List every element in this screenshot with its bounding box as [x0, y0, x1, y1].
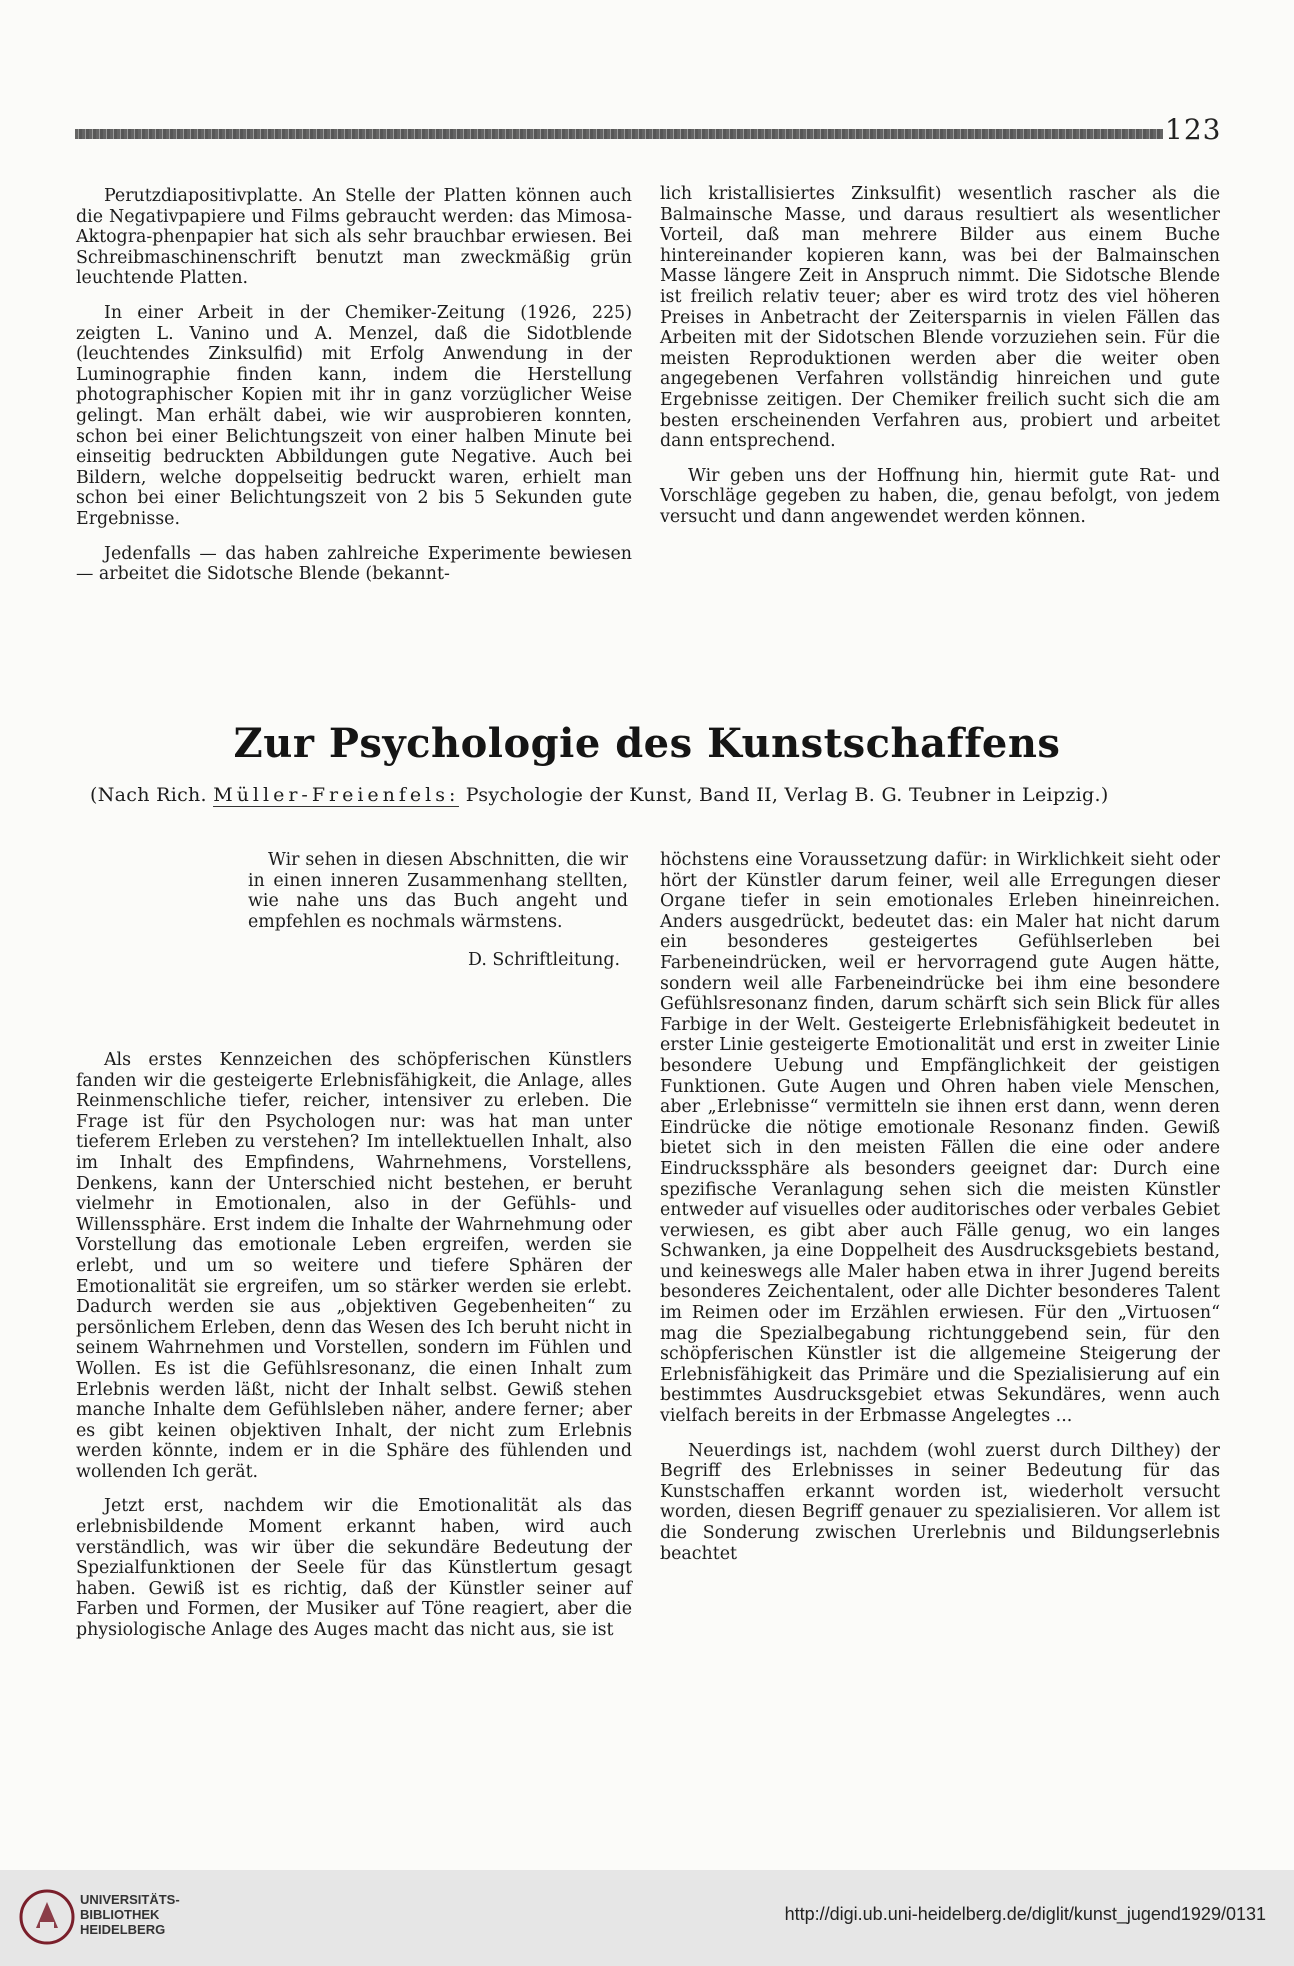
paragraph: Jetzt erst, nachdem wir die Emotionalität als das erlebnisbildende Moment erkannt haben, wird auch verständlich, was wir über die sekundäre Bedeutung der Spezialfunktionen der Seele für das Künstlertum gesagt haben. Gewiß ist es richtig, daß der Künstler seiner auf Farben und Formen, der Musiker auf Töne reagiert, aber die physiologische Anlage des Auges macht das nicht aus, sie ist	[76, 1496, 632, 1641]
paragraph: Neuerdings ist, nachdem (wohl zuerst durch Dilthey) der Begriff des Erlebnisses in seiner Bedeutung für das Kunstschaffen erkannt worden ist, wiederholt versucht worden, diesen Begriff genauer zu spezialisieren. Vor allem ist die Sonderung zwischen Urerlebnis und Bildungserlebnis beachtet	[660, 1440, 1220, 1564]
subtitle-prefix: (Nach Rich.	[90, 784, 214, 806]
library-name-line: HEIDELBERG	[80, 1922, 166, 1937]
university-seal-icon	[18, 1888, 76, 1946]
paragraph: höchstens eine Voraussetzung dafür: in Wirklichkeit sieht oder hört der Künstler darum feiner, weil alle Erregungen dieser Organe tiefer in sein emotionales Erleben hineinreichen. Anders ausgedrückt, bedeutet das: ein Maler hat nicht darum ein besonderes gesteigertes Gefühlserleben bei Farbeneindrücken, weil er hervorragend gute Augen hätte, sondern weil alle Farbeneindrücke bei ihm eine besondere Gefühlsresonanz finden, darum schärft sich sein Blick für alles Farbige in der Welt. Gesteigerte Erlebnisfähigkeit bedeutet in erster Linie gesteigerte Emotionalität und erst in zweiter Linie besondere Uebung und Empfänglichkeit der geistigen Funktionen. Gute Augen und Ohren haben viele Menschen, aber „Erlebnisse“ vermitteln sie ihnen erst dann, wenn deren Eindrücke die nötige emotionale Resonanz finden. Gewiß bietet sich in den meisten Fällen die eine oder andere Eindruckssphäre als besonders geeignet dar: Durch eine spezifische Veranlagung sehen sich die meisten Künstler entweder auf visuelles oder auditorisches oder verbales Gebiet verwiesen, es gibt aber auch Fälle genug, wo ein langes Schwanken, ja eine Doppelheit des Ausdrucksgebiets bestand, und keineswegs alle Maler haben etwa in ihrer Jugend bereits besonderes Zeichentalent, oder alle Dichter besonderes Talent im Reimen oder im Erzählen erwiesen. Für den „Virtuosen“ mag die Spezialbegabung richtunggebend sein, für den schöpferischen Künstler ist die allgemeine Steigerung der Erlebnisfähigkeit das Primäre und die Spezialisierung auf ein bestimmtes Ausdrucksgebiet etwas Sekundäres, wenn auch vielfach bereits in der Erbmasse Angelegtes ...	[660, 850, 1220, 1427]
paragraph: Wir geben uns der Hoffnung hin, hiermit gute Rat- und Vorschläge gegeben zu haben, die, genau befolgt, von jedem versucht und dann angewendet werden können.	[660, 465, 1220, 527]
editor-signature: D. Schriftleitung.	[468, 950, 620, 970]
library-name-line: UNIVERSITÄTS-	[80, 1892, 180, 1907]
library-name	[80, 1892, 180, 1937]
column-article-left	[76, 1050, 632, 1641]
library-name-line: BIBLIOTHEK	[80, 1907, 160, 1922]
header-rule	[75, 129, 1163, 139]
article-title: Zur Psychologie des Kunstschaffens	[233, 720, 1061, 767]
viewer-footer	[0, 1870, 1294, 1966]
paragraph: In einer Arbeit in der Chemiker-Zeitung (1926, 225) zeigten L. Vanino und A. Menzel, daß die Sidotblende (leuchtendes Zinksulfid) mit Erfolg Anwendung in der Luminographie finden kann, indem die Herstellung photographischer Kopien mit ihr in ganz vorzüglicher Weise gelingt. Man erhält dabei, wie wir ausprobieren konnten, schon bei einer Belichtungszeit von einer halben Minute bei einseitig bedruckten Abbildungen gute Negative. Auch bei Bildern, welche doppelseitig bedruckt waren, erhielt man schon bei einer Belichtungszeit von 2 bis 5 Sekunden gute Ergebnisse.	[76, 302, 632, 529]
paragraph: lich kristallisiertes Zinksulfit) wesentlich rascher als die Balmainsche Masse, und daraus resultiert als wesentlicher Vorteil, daß man mehrere Bilder aus einem Buche hintereinander kopieren kann, was bei der Balmainschen Masse längere Zeit in Anspruch nimmt. Die Sidotsche Blende ist freilich relativ teuer; aber es wird trotz des viel höheren Preises in Anbetracht der Zeitersparnis in vielen Fällen das Arbeiten mit der Sidotschen Blende vorzuziehen sein. Für die meisten Reproduktionen werden aber die weiter oben angegebenen Verfahren vollständig hinreichen und gute Ergebnisse zeitigen. Der Chemiker freilich sucht sich die am besten erscheinenden Verfahren aus, probiert und arbeitet dann entsprechend.	[660, 184, 1220, 452]
source-url-link[interactable]: http://digi.ub.uni-heidelberg.de/diglit/kunst_jugend1929/0131	[784, 1904, 1266, 1924]
column-article-right	[660, 850, 1220, 1564]
column-top-left	[76, 186, 632, 585]
paragraph: Perutzdiapositivplatte. An Stelle der Platten können auch die Negativpapiere und Films gebraucht werden: das Mimosa-Aktogra-phenpapier hat sich als sehr brauchbar erwiesen. Bei Schreibmaschinenschrift benutzt man zweckmäßig grün leuchtende Platten.	[76, 186, 632, 289]
paragraph: Jedenfalls — das haben zahlreiche Experimente bewiesen — arbeitet die Sidotsche Blende (bekannt-	[76, 543, 632, 585]
page-number: 123	[1165, 113, 1222, 146]
subtitle-author: Müller-Freienfels:	[213, 784, 460, 806]
paragraph: Als erstes Kennzeichen des schöpferischen Künstlers fanden wir die gesteigerte Erlebnisfähigkeit, die Anlage, alles Reinmenschliche tiefer, reicher, intensiver zu erleben. Die Frage ist für den Psychologen nur: was hat man unter tieferem Erleben zu verstehen? Im intellektuellen Inhalt, also im Inhalt des Empfindens, Wahrnehmens, Vorstellens, Denkens, kann der Unterschied nicht bestehen, er beruht vielmehr in Emotionalen, also in der Gefühls- und Willenssphäre. Erst indem die Inhalte der Wahrnehmung oder Vorstellung das emotionale Leben ergreifen, werden sie erlebt, und um so weitere und tiefere Sphären der Emotionalität sie ergreifen, um so stärker werden sie erlebt. Dadurch werden sie aus „objektiven Gegebenheiten“ zu persönlichem Erleben, denn das Wesen des Ich beruht nicht in seinem Wahrnehmen und Vorstellen, sondern im Fühlen und Wollen. Es ist die Gefühlsresonanz, die einen Inhalt zum Erlebnis werden läßt, nicht der Inhalt selbst. Gewiß stehen manche Inhalte dem Gefühlsleben näher, andere ferner; aber es gibt keinen objektiven Inhalt, der nicht zum Erlebnis werden könnte, indem er in die Sphäre des fühlenden und wollenden Ich gerät.	[76, 1050, 632, 1482]
article-subtitle	[90, 784, 1220, 806]
editor-note	[248, 850, 628, 932]
editor-note-text: Wir sehen in diesen Abschnitten, die wir in einen inneren Zusammenhang stellten, wie nahe uns das Buch angeht und empfehlen es nochmals wärmstens.	[248, 850, 628, 932]
column-top-right	[660, 184, 1220, 528]
subtitle-rest: Psychologie der Kunst, Band II, Verlag B. G. Teubner in Leipzig.)	[459, 784, 1109, 806]
